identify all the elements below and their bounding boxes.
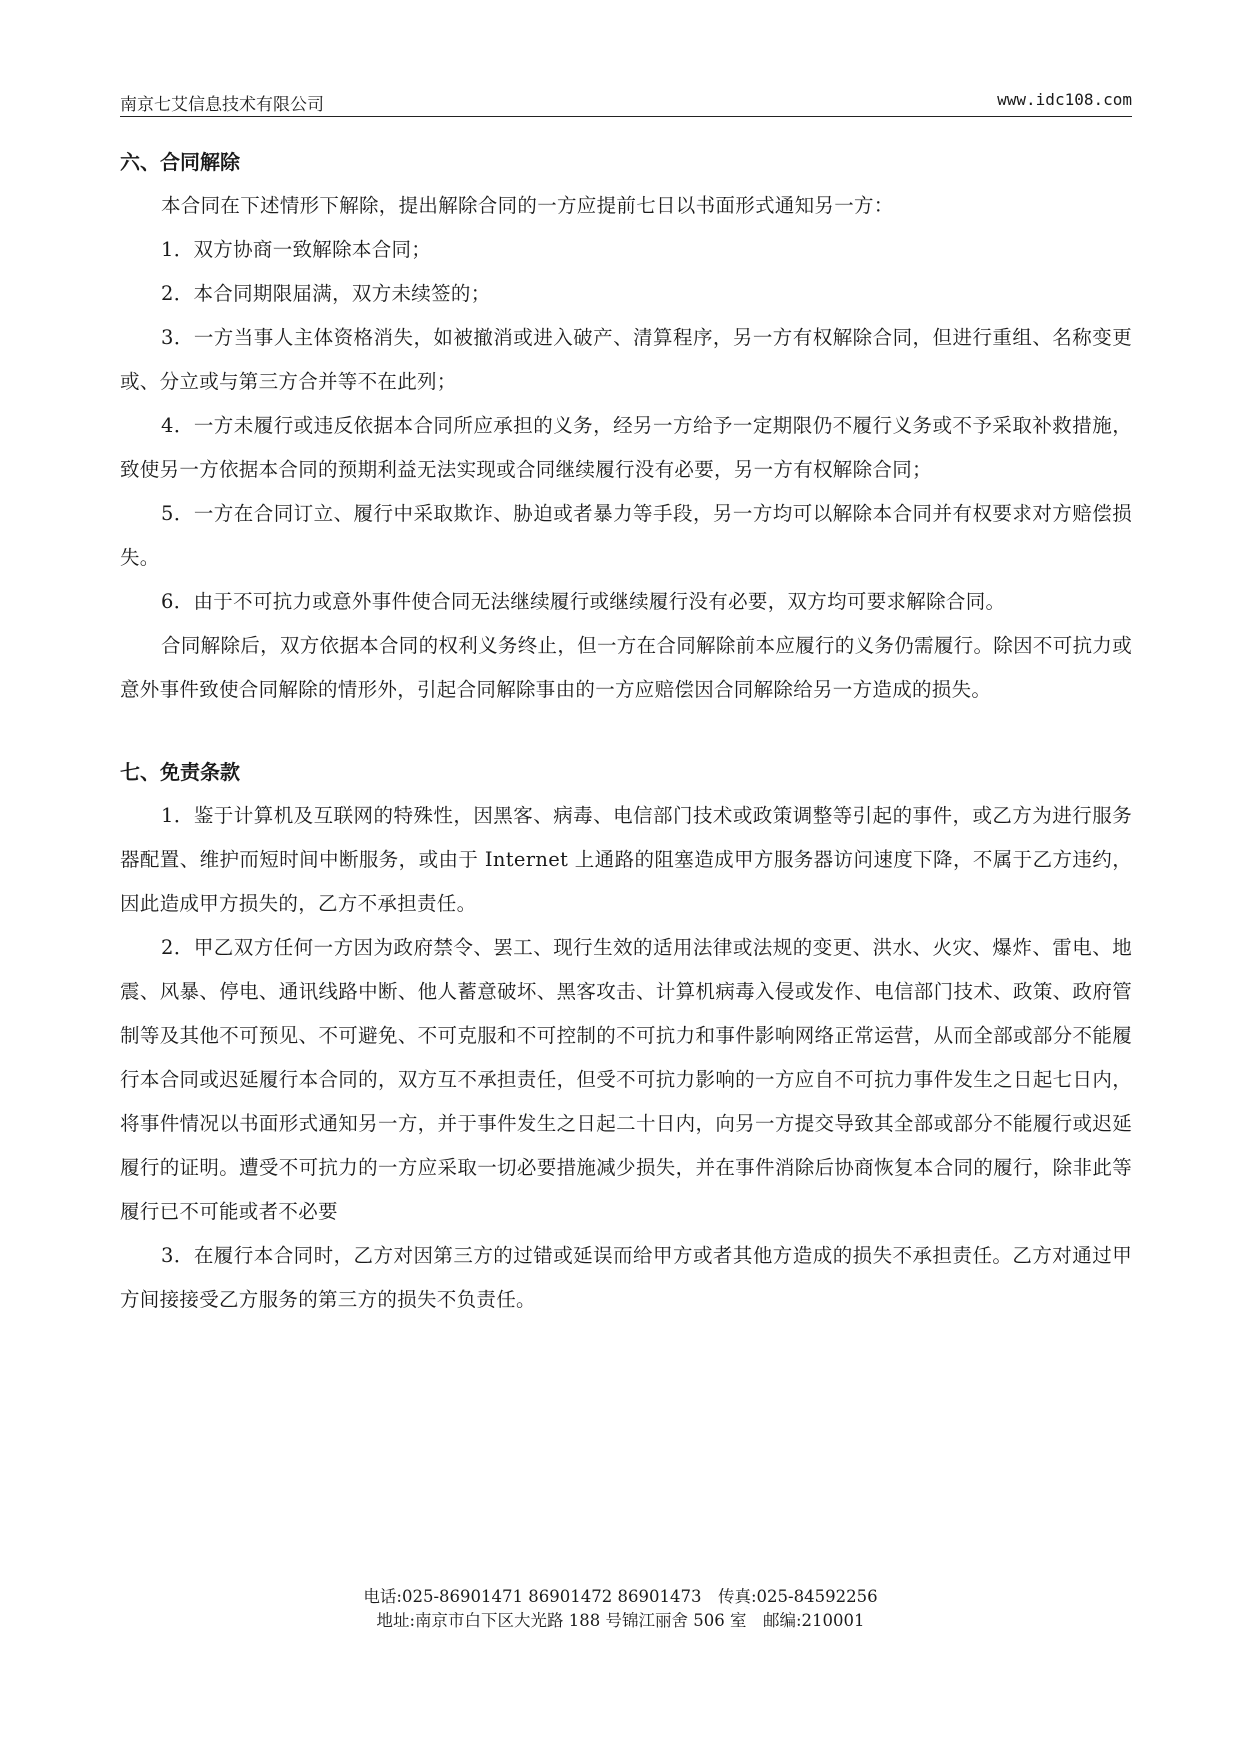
contact-address: 地址:南京市白下区大光路 188 号锦江丽舍 506 室 邮编:210001 xyxy=(376,1611,865,1630)
section-spacer xyxy=(120,712,1132,750)
paragraph: 3．一方当事人主体资格消失，如被撤消或进入破产、清算程序，另一方有权解除合同，但进行重组、名称变更或、分立或与第三方合并等不在此列； xyxy=(120,326,1132,393)
paragraph: 6．由于不可抗力或意外事件使合同无法继续履行或继续履行没有必要，双方均可要求解除合同。 xyxy=(161,590,1006,613)
document-body xyxy=(120,140,1132,1322)
page-footer xyxy=(0,1585,1241,1633)
paragraph: 4．一方未履行或违反依据本合同所应承担的义务，经另一方给予一定期限仍不履行义务或不予采取补救措施，致使另一方依据本合同的预期利益无法实现或合同继续履行没有必要，另一方有权解除合同； xyxy=(120,414,1132,481)
section-disclaimer xyxy=(120,750,1132,1322)
paragraph: 1．双方协商一致解除本合同； xyxy=(161,238,432,261)
company-name: 南京七艾信息技术有限公司 xyxy=(120,95,324,115)
paragraph: 本合同在下述情形下解除，提出解除合同的一方应提前七日以书面形式通知另一方： xyxy=(161,194,894,217)
paragraph: 5．一方在合同订立、履行中采取欺诈、胁迫或者暴力等手段，另一方均可以解除本合同并有权要求对方赔偿损失。 xyxy=(120,502,1132,569)
paragraph: 2．甲乙双方任何一方因为政府禁令、罢工、现行生效的适用法律或法规的变更、洪水、火灾、爆炸、雷电、地震、风暴、停电、通讯线路中断、他人蓄意破坏、黑客攻击、计算机病毒入侵或发作、电信部门技术、政策、政府管制等及其他不可预见、不可避免、不可克服和不可控制的不可抗力和事件影响网络正常运营，从而全部或部分不能履行本合同或迟延履行本合同的，双方互不承担责任，但受不可抗力影响的一方应自不可抗力事件发生之日起七日内，将事件情况以书面形式通知另一方，并于事件发生之日起二十日内，向另一方提交导致其全部或部分不能履行或迟延履行的证明。遭受不可抗力的一方应采取一切必要措施减少损失，并在事件消除后协商恢复本合同的履行，除非此等履行已不可能或者不必要 xyxy=(120,936,1132,1223)
paragraph: 2．本合同期限届满，双方未续签的； xyxy=(161,282,491,305)
website-url: www.idc108.com xyxy=(997,90,1132,109)
section-title: 六、合同解除 xyxy=(120,150,240,174)
paragraph: 1．鉴于计算机及互联网的特殊性，因黑客、病毒、电信部门技术或政策调整等引起的事件，或乙方为进行服务器配置、维护而短时间中断服务，或由于 Internet 上通路的阻塞造成甲方服务器访问速度下降，不属于乙方违约，因此造成甲方损失的，乙方不承担责任。 xyxy=(120,804,1132,915)
paragraph: 3．在履行本合同时，乙方对因第三方的过错或延误而给甲方或者其他方造成的损失不承担责任。乙方对通过甲方间接接受乙方服务的第三方的损失不负责任。 xyxy=(120,1244,1132,1311)
paragraph: 合同解除后，双方依据本合同的权利义务终止，但一方在合同解除前本应履行的义务仍需履行。除因不可抗力或意外事件致使合同解除的情形外，引起合同解除事由的一方应赔偿因合同解除给另一方造成的损失。 xyxy=(120,634,1132,701)
contact-phone-fax: 电话:025-86901471 86901472 86901473 传真:025-84592256 xyxy=(363,1587,878,1606)
section-contract-termination xyxy=(120,140,1132,712)
section-title: 七、免责条款 xyxy=(120,760,240,784)
page-header xyxy=(120,88,1132,117)
